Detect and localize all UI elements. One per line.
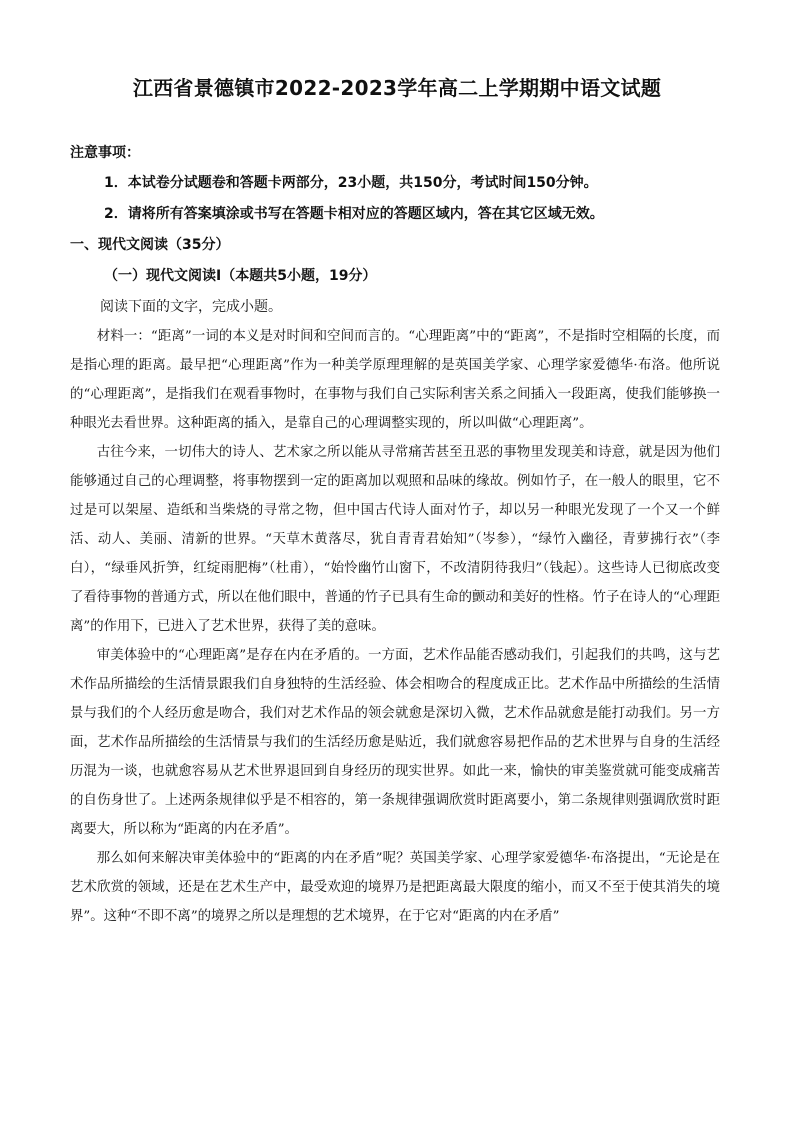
passage-paragraph: 审美体验中的“心理距离”是存在内在矛盾的。一方面，艺术作品能否感动我们，引起我们的共鸣，这与艺术作品所描绘的生活情景跟我们自身独特的生活经验、体会相吻合的程度成正比。艺术作品中所描绘的生活情景与我们的个人经历愈是吻合，我们对艺术作品的领会就愈是深切入微，艺术作品就愈是能打动我们。另一方面，艺术作品所描绘的生活情景与我们的生活经历愈是贴近，我们就愈容易把作品的艺术世界与自身的生活经历混为一谈，也就愈容易从艺术世界退回到自身经历的现实世界。如此一来，愉快的审美鉴赏就可能变成痛苦的自伤身世了。上述两条规律似乎是不相容的，第一条规律强调欣赏时距离要小，第二条规律则强调欣赏时距离要大，所以称为“距离的内在矛盾”。: [70, 648, 720, 837]
passage-paragraph: 古往今来，一切伟大的诗人、艺术家之所以能从寻常痛苦甚至丑恶的事物里发现美和诗意，就是因为他们能够通过自己的心理调整，将事物摆到一定的距离加以观照和品味的缘故。例如竹子，在一般人的眼里，它不过是可以架屋、造纸和当柴烧的寻常之物，但中国古代诗人面对竹子，却以另一种眼光发现了一个又一个鲜活、动人、美丽、清新的世界。“天草木黄落尽，犹自青青君始知”（岑参），“绿竹入幽径，青萝拂行衣”（李白），“绿垂风折笋，红绽雨肥梅”（杜甫），“始怜幽竹山窗下，不改清阴待我归”（钱起）。这些诗人已彻底改变了看待事物的普通方式，所以在他们眼中，普通的竹子已具有生命的颤动和美好的性格。竹子在诗人的“心理距离”的作用下，已进入了艺术世界，获得了美的意味。: [70, 445, 720, 634]
notice-heading: 注意事项：: [70, 145, 140, 161]
reading-instruction: 阅读下面的文字，完成小题。: [100, 299, 282, 315]
passage-paragraph: 材料一：“距离”一词的本义是对时间和空间而言的。“心理距离”中的“距离”，不是指时空相隔的长度，而是指心理的距离。最早把“心理距离”作为一种美学原理理解的是英国美学家、心理学家爱德华·布洛。他所说的“心理距离”，是指我们在观看事物时，在事物与我们自己实际利害关系之间插入一段距离，使我们能够换一种眼光去看世界。这种距离的插入，是靠自己的心理调整实现的，所以叫做“心理距离”。: [70, 329, 720, 431]
notice-item-2: 2．请将所有答案填涂或书写在答题卡相对应的答题区域内，答在其它区域无效。: [104, 206, 604, 222]
section-sub-heading: （一）现代文阅读Ⅰ（本题共5小题，19分）: [104, 268, 377, 284]
document-title: 江西省景德镇市2022-2023学年高二上学期期中语文试题: [132, 76, 662, 100]
section-heading: 一、现代文阅读（35分）: [70, 237, 230, 253]
passage-body: [70, 322, 720, 931]
passage-paragraph: 那么如何来解决审美体验中的“距离的内在矛盾”呢？英国美学家、心理学家爱德华·布洛提出，“无论是在艺术欣赏的领域，还是在艺术生产中，最受欢迎的境界乃是把距离最大限度的缩小，而又不至于使其消失的境界”。这种“不即不离”的境界之所以是理想的艺术境界，在于它对“距离的内在矛盾”: [70, 851, 720, 924]
notice-item-1: 1．本试卷分试题卷和答题卡两部分，23小题，共150分，考试时间150分钟。: [104, 175, 598, 191]
